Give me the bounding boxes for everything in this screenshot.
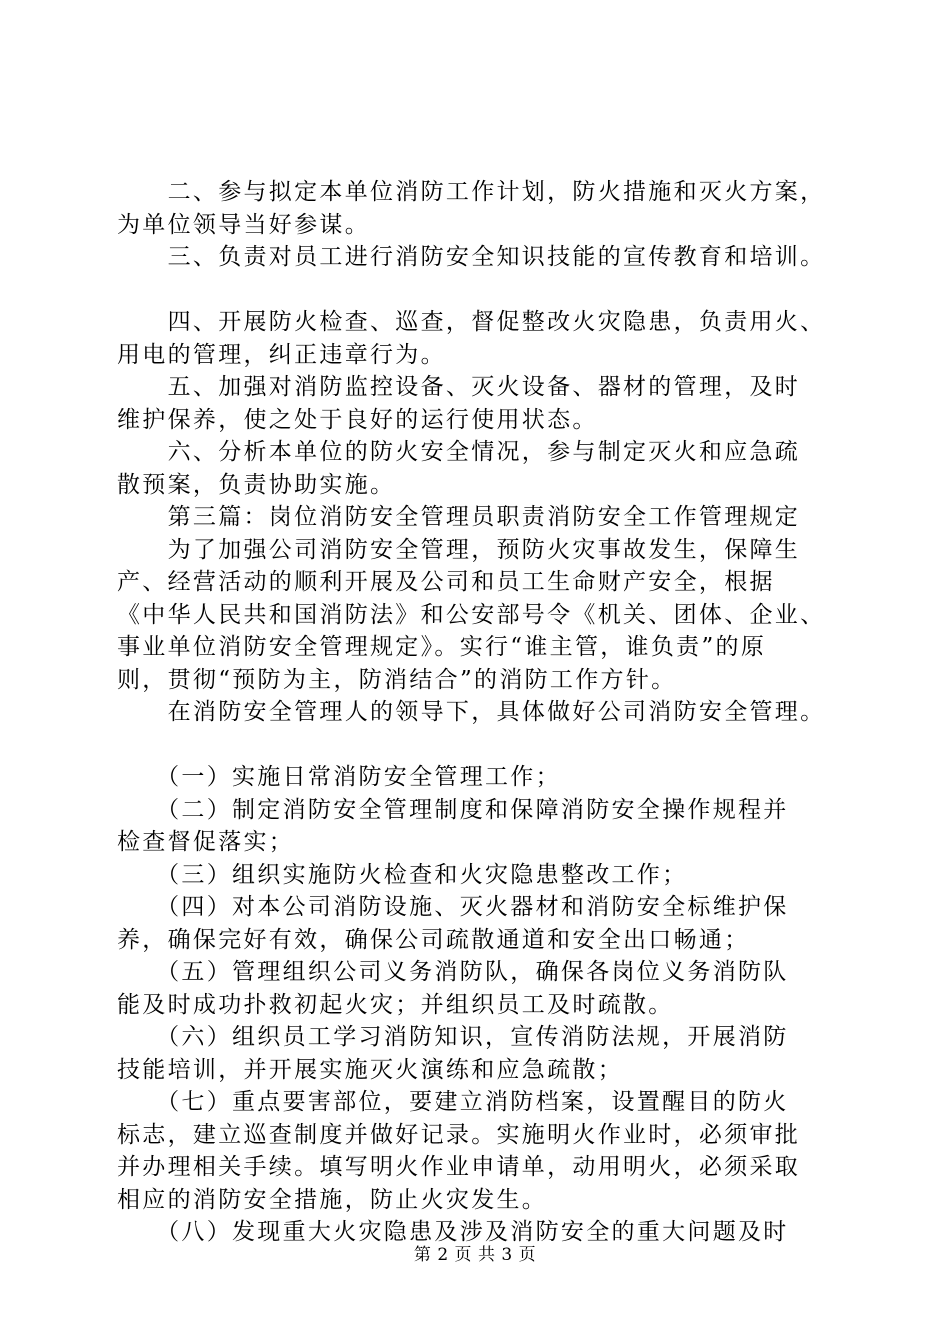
page-number-footer: 第 2 页 共 3 页: [413, 1245, 537, 1265]
list-item: （四）对本公司消防设施、灭火器材和消防安全标维护保: [117, 894, 789, 920]
list-item: （三）组织实施防火检查和火灾隐患整改工作；: [117, 861, 688, 888]
document-body: [117, 176, 845, 1249]
text-line: 四、开展防火检查、巡查，督促整改火灾隐患，负责用火、: [117, 309, 826, 335]
text-line: 能及时成功扑救初起火灾；并组织员工及时疏散。: [117, 991, 674, 1018]
text-line: 《中华人民共和国消防法》和公安部号令《机关、团体、企业、: [117, 601, 826, 628]
text-line: 技能培训，并开展实施灭火演练和应急疏散；: [117, 1056, 623, 1083]
text-line: 二、参与拟定本单位消防工作计划，防火措施和灭火方案，: [117, 179, 826, 205]
text-line: 并办理相关手续。填写明火作业申请单，动用明火，必须采取: [117, 1154, 801, 1180]
list-item: （二）制定消防安全管理制度和保障消防安全操作规程并: [117, 796, 789, 823]
list-item: （一）实施日常消防安全管理工作；: [117, 764, 561, 790]
text-line: 散预案，负责协助实施。: [117, 471, 396, 498]
text-line: 三、负责对员工进行消防安全知识技能的宣传教育和培训。: [117, 244, 826, 270]
blank-line: [117, 729, 845, 762]
text-line: 检查督促落实；: [117, 829, 295, 855]
text-line: 养，确保完好有效，确保公司疏散通道和安全出口畅通；: [117, 926, 750, 953]
list-item: （五）管理组织公司义务消防队，确保各岗位义务消防队: [117, 959, 789, 985]
list-item: （六）组织员工学习消防知识，宣传消防法规，开展消防: [117, 1024, 789, 1050]
text-line: 为单位领导当好参谋。: [117, 211, 370, 238]
text-line: 相应的消防安全措施，防止火灾发生。: [117, 1186, 548, 1213]
blank-line: [117, 274, 845, 307]
text-line: 产、经营活动的顺利开展及公司和员工生命财产安全，根据: [117, 569, 775, 595]
list-item: （七）重点要害部位，要建立消防档案，设置醒目的防火: [117, 1089, 789, 1115]
text-line: 则，贯彻“预防为主，防消结合”的消防工作方针。: [117, 666, 677, 693]
text-line: 六、分析本单位的防火安全情况，参与制定灭火和应急疏: [117, 439, 801, 465]
text-line: 维护保养，使之处于良好的运行使用状态。: [117, 406, 598, 433]
section-heading: 第三篇：岗位消防安全管理员职责消防安全工作管理规定: [117, 504, 801, 530]
text-line: 标志，建立巡查制度并做好记录。实施明火作业时，必须审批: [117, 1121, 801, 1148]
text-line: 在消防安全管理人的领导下，具体做好公司消防安全管理。: [117, 699, 826, 725]
list-item: （八）发现重大火灾隐患及涉及消防安全的重大问题及时: [117, 1219, 789, 1245]
text-line: 事业单位消防安全管理规定》。实行“谁主管，谁负责”的原: [117, 634, 767, 660]
text-line: 用电的管理，纠正违章行为。: [117, 341, 446, 368]
text-line: 五、加强对消防监控设备、灭火设备、器材的管理，及时: [117, 374, 801, 400]
text-line: 为了加强公司消防安全管理，预防火灾事故发生，保障生: [117, 536, 801, 563]
